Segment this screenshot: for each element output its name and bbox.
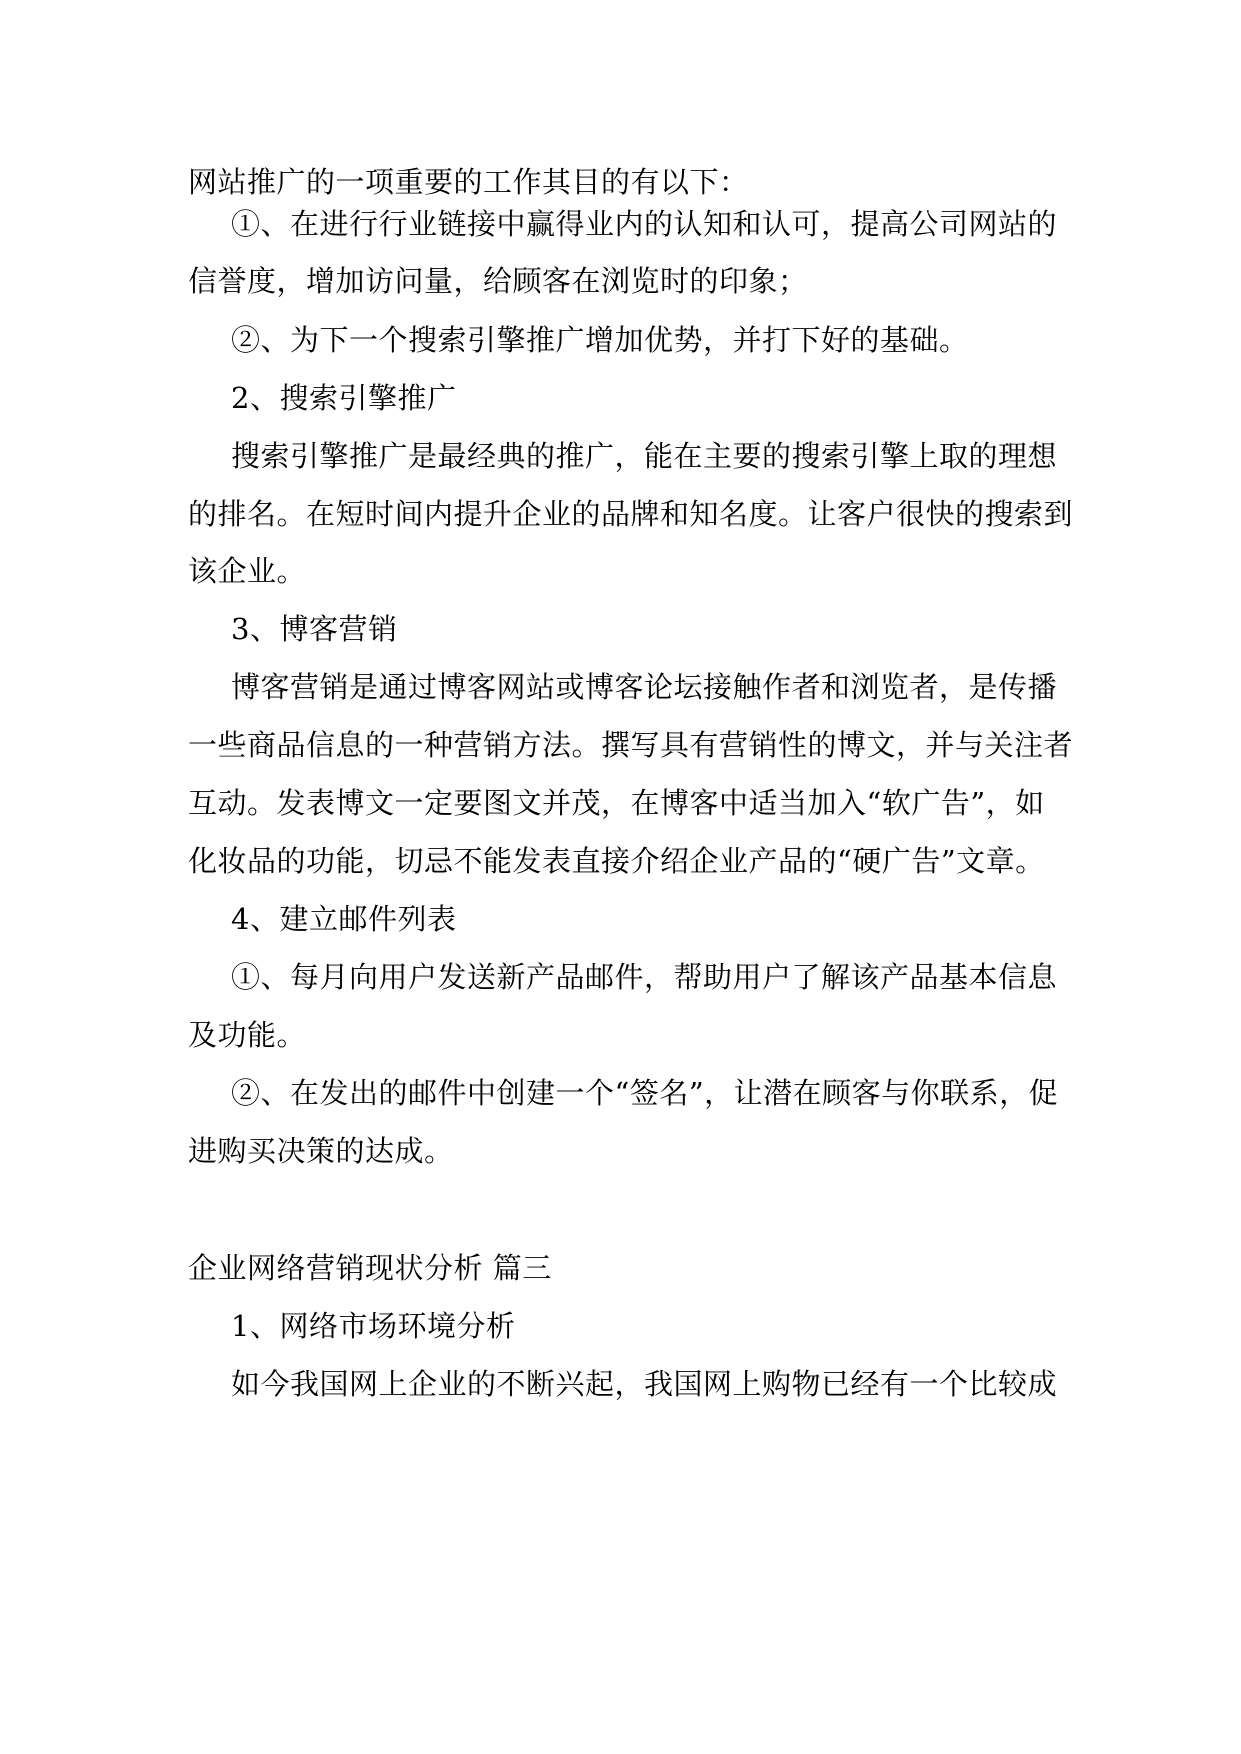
paragraph-line: 进购买决策的达成。	[188, 1134, 454, 1168]
paragraph-line: 的排名。在短时间内提升企业的品牌和知名度。让客户很快的搜索到	[188, 497, 1074, 531]
paragraph-line: 化妆品的功能，切忌不能发表直接介绍企业产品的“硬广告”文章。	[188, 844, 1045, 878]
paragraph-line: 信誉度，增加访问量，给顾客在浏览时的印象；	[188, 264, 808, 298]
paragraph-line: ②、在发出的邮件中创建一个“签名”，让潜在顾客与你联系，促	[231, 1076, 1059, 1110]
section-heading: 2、搜索引擎推广	[231, 381, 457, 415]
paragraph-line: 一些商品信息的一种营销方法。撰写具有营销性的博文，并与关注者	[188, 728, 1074, 762]
article-title: 企业网络营销现状分析 篇三	[188, 1251, 552, 1285]
section-heading: 3、博客营销	[231, 612, 398, 646]
paragraph-line: 网站推广的一项重要的工作其目的有以下：	[188, 165, 749, 199]
paragraph-line: 该企业。	[188, 554, 307, 588]
section-heading: 1、网络市场环境分析	[231, 1309, 516, 1343]
paragraph-line: 博客营销是通过博客网站或博客论坛接触作者和浏览者，是传播	[231, 670, 1058, 704]
paragraph-line: 互动。发表博文一定要图文并茂，在博客中适当加入“软广告”，如	[188, 786, 1045, 820]
paragraph-line: 如今我国网上企业的不断兴起，我国网上购物已经有一个比较成	[231, 1367, 1058, 1401]
paragraph-line: 搜索引擎推广是最经典的推广，能在主要的搜索引擎上取的理想	[231, 439, 1058, 473]
paragraph-line: ②、为下一个搜索引擎推广增加优势，并打下好的基础。	[231, 323, 969, 357]
paragraph-line: 及功能。	[188, 1018, 307, 1052]
paragraph-line: ①、在进行行业链接中赢得业内的认知和认可，提高公司网站的	[231, 207, 1058, 241]
section-heading: 4、建立邮件列表	[231, 902, 457, 936]
paragraph-line: ①、每月向用户发送新产品邮件，帮助用户了解该产品基本信息	[231, 960, 1058, 994]
